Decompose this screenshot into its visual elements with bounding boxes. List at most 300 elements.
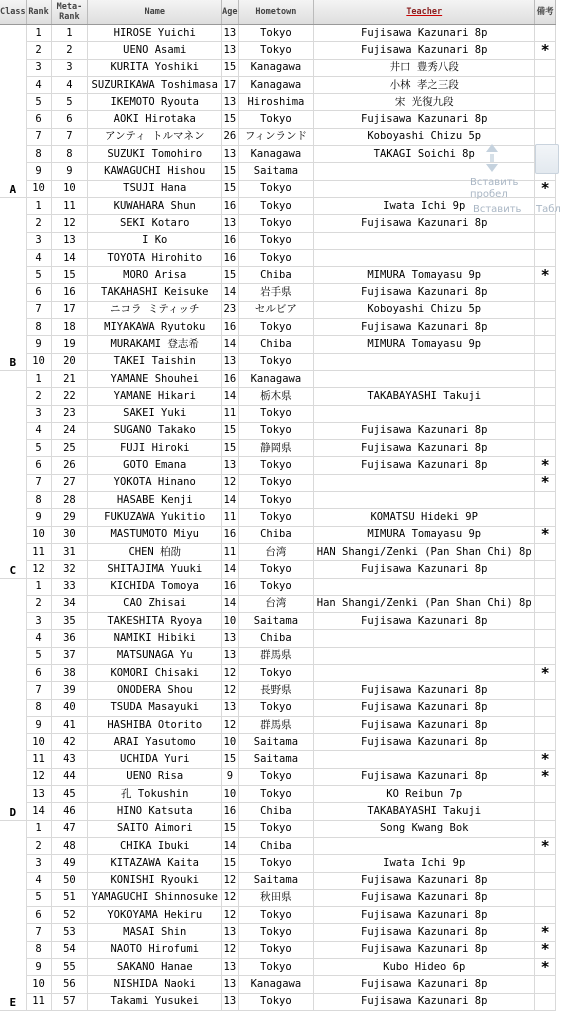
note-cell[interactable] [535, 993, 556, 1010]
rank-cell[interactable]: 2 [26, 42, 51, 59]
name-cell[interactable]: SEKI Kotaro [88, 215, 222, 232]
rank-cell[interactable]: 6 [26, 457, 51, 474]
name-cell[interactable]: HINO Katsuta [88, 803, 222, 820]
meta-rank-cell[interactable]: 30 [51, 526, 88, 543]
hometown-cell[interactable]: Tokyo [238, 924, 314, 941]
teacher-cell[interactable]: Song Kwang Bok [314, 820, 535, 837]
meta-rank-cell[interactable]: 10 [51, 180, 88, 197]
meta-rank-cell[interactable]: 47 [51, 820, 88, 837]
meta-rank-cell[interactable]: 41 [51, 716, 88, 733]
rank-cell[interactable]: 7 [26, 128, 51, 145]
age-cell[interactable]: 12 [222, 941, 238, 958]
hometown-cell[interactable]: 台湾 [238, 543, 314, 560]
teacher-cell[interactable] [314, 630, 535, 647]
rank-cell[interactable]: 8 [26, 941, 51, 958]
age-cell[interactable]: 13 [222, 353, 238, 370]
teacher-cell[interactable]: HAN Shangi/Zenki (Pan Shan Chi) 8p [314, 543, 535, 560]
meta-rank-cell[interactable]: 57 [51, 993, 88, 1010]
name-cell[interactable]: GOTO Emana [88, 457, 222, 474]
name-cell[interactable]: SAITO Aimori [88, 820, 222, 837]
hometown-cell[interactable]: Tokyo [238, 768, 314, 785]
meta-rank-cell[interactable]: 12 [51, 215, 88, 232]
rank-cell[interactable]: 8 [26, 492, 51, 509]
hometown-cell[interactable]: Tokyo [238, 578, 314, 595]
hometown-cell[interactable]: 秋田県 [238, 889, 314, 906]
hometown-cell[interactable]: Kanagawa [238, 146, 314, 163]
note-cell[interactable] [535, 889, 556, 906]
rank-cell[interactable]: 3 [26, 405, 51, 422]
name-cell[interactable]: UCHIDA Yuri [88, 751, 222, 768]
rank-cell[interactable]: 13 [26, 786, 51, 803]
hometown-cell[interactable]: Tokyo [238, 422, 314, 439]
rank-cell[interactable]: 10 [26, 180, 51, 197]
age-cell[interactable]: 13 [222, 25, 238, 42]
name-cell[interactable]: HIROSE Yuichi [88, 25, 222, 42]
hometown-cell[interactable]: 長野県 [238, 682, 314, 699]
hometown-cell[interactable]: Tokyo [238, 353, 314, 370]
note-cell[interactable] [535, 803, 556, 820]
hometown-cell[interactable]: Tokyo [238, 42, 314, 59]
meta-rank-cell[interactable]: 37 [51, 647, 88, 664]
hometown-cell[interactable]: Saitama [238, 734, 314, 751]
hometown-cell[interactable]: Tokyo [238, 457, 314, 474]
note-cell[interactable] [535, 146, 556, 163]
age-cell[interactable]: 11 [222, 543, 238, 560]
name-cell[interactable]: IKEMOTO Ryouta [88, 94, 222, 111]
name-cell[interactable]: MASTUMOTO Miyu [88, 526, 222, 543]
rank-cell[interactable]: 10 [26, 976, 51, 993]
meta-rank-cell[interactable]: 25 [51, 440, 88, 457]
age-cell[interactable]: 14 [222, 837, 238, 854]
age-cell[interactable]: 11 [222, 509, 238, 526]
rank-cell[interactable]: 4 [26, 249, 51, 266]
meta-rank-cell[interactable]: 38 [51, 664, 88, 681]
meta-rank-cell[interactable]: 40 [51, 699, 88, 716]
note-cell[interactable] [535, 855, 556, 872]
meta-rank-cell[interactable]: 44 [51, 768, 88, 785]
age-cell[interactable]: 13 [222, 146, 238, 163]
teacher-cell[interactable]: Fujisawa Kazunari 8p [314, 699, 535, 716]
col-class[interactable]: Class [0, 0, 26, 25]
name-cell[interactable]: SHITAJIMA Yuuki [88, 561, 222, 578]
hometown-cell[interactable]: Chiba [238, 803, 314, 820]
note-cell[interactable] [535, 907, 556, 924]
class-cell[interactable]: C [0, 370, 26, 578]
note-cell[interactable]: * [535, 457, 556, 474]
teacher-cell[interactable]: Han Shangi/Zenki (Pan Shan Chi) 8p [314, 595, 535, 612]
class-cell[interactable]: A [0, 25, 26, 198]
note-cell[interactable]: * [535, 180, 556, 197]
rank-cell[interactable]: 8 [26, 146, 51, 163]
class-cell[interactable]: B [0, 197, 26, 370]
name-cell[interactable]: TSUJI Hana [88, 180, 222, 197]
teacher-cell[interactable]: Fujisawa Kazunari 8p [314, 976, 535, 993]
rank-cell[interactable]: 6 [26, 664, 51, 681]
age-cell[interactable]: 15 [222, 855, 238, 872]
note-cell[interactable]: * [535, 924, 556, 941]
teacher-cell[interactable]: TAKABAYASHI Takuji [314, 388, 535, 405]
age-cell[interactable]: 16 [222, 197, 238, 214]
rank-cell[interactable]: 1 [26, 25, 51, 42]
meta-rank-cell[interactable]: 3 [51, 59, 88, 76]
hometown-cell[interactable]: フィンランド [238, 128, 314, 145]
hometown-cell[interactable]: Tokyo [238, 180, 314, 197]
teacher-cell[interactable]: Fujisawa Kazunari 8p [314, 889, 535, 906]
age-cell[interactable]: 14 [222, 284, 238, 301]
rank-cell[interactable]: 9 [26, 163, 51, 180]
hometown-cell[interactable]: Tokyo [238, 405, 314, 422]
age-cell[interactable]: 13 [222, 924, 238, 941]
meta-rank-cell[interactable]: 45 [51, 786, 88, 803]
teacher-cell[interactable]: KO Reibun 7p [314, 786, 535, 803]
age-cell[interactable]: 13 [222, 976, 238, 993]
hometown-cell[interactable]: Tokyo [238, 941, 314, 958]
hometown-cell[interactable]: Tokyo [238, 786, 314, 803]
name-cell[interactable]: TSUDA Masayuki [88, 699, 222, 716]
meta-rank-cell[interactable]: 13 [51, 232, 88, 249]
col-rank[interactable]: Rank [26, 0, 51, 25]
note-cell[interactable] [535, 301, 556, 318]
name-cell[interactable]: ARAI Yasutomo [88, 734, 222, 751]
age-cell[interactable]: 9 [222, 768, 238, 785]
note-cell[interactable] [535, 388, 556, 405]
age-cell[interactable]: 23 [222, 301, 238, 318]
teacher-cell[interactable] [314, 578, 535, 595]
teacher-cell[interactable]: Kubo Hideo 6p [314, 959, 535, 976]
note-cell[interactable] [535, 163, 556, 180]
note-cell[interactable] [535, 197, 556, 214]
rank-cell[interactable]: 14 [26, 803, 51, 820]
age-cell[interactable]: 15 [222, 59, 238, 76]
rank-cell[interactable]: 1 [26, 197, 51, 214]
teacher-cell[interactable]: Fujisawa Kazunari 8p [314, 768, 535, 785]
teacher-cell[interactable] [314, 664, 535, 681]
name-cell[interactable]: MURAKAMI 登志希 [88, 336, 222, 353]
name-cell[interactable]: KURITA Yoshiki [88, 59, 222, 76]
rank-cell[interactable]: 1 [26, 820, 51, 837]
name-cell[interactable]: UENO Asami [88, 42, 222, 59]
name-cell[interactable]: 孔 Tokushin [88, 786, 222, 803]
teacher-cell[interactable] [314, 647, 535, 664]
teacher-cell[interactable]: Fujisawa Kazunari 8p [314, 682, 535, 699]
rank-cell[interactable]: 2 [26, 215, 51, 232]
meta-rank-cell[interactable]: 48 [51, 837, 88, 854]
col-meta-rank[interactable]: Meta- Rank [51, 0, 88, 25]
name-cell[interactable]: SAKEI Yuki [88, 405, 222, 422]
name-cell[interactable]: アンティ トルマネン [88, 128, 222, 145]
hometown-cell[interactable]: Saitama [238, 751, 314, 768]
hometown-cell[interactable]: 岩手県 [238, 284, 314, 301]
age-cell[interactable]: 16 [222, 526, 238, 543]
hometown-cell[interactable]: Kanagawa [238, 59, 314, 76]
hometown-cell[interactable]: Saitama [238, 872, 314, 889]
hometown-cell[interactable]: Tokyo [238, 25, 314, 42]
age-cell[interactable]: 10 [222, 734, 238, 751]
hometown-cell[interactable]: Tokyo [238, 232, 314, 249]
meta-rank-cell[interactable]: 56 [51, 976, 88, 993]
note-cell[interactable] [535, 422, 556, 439]
name-cell[interactable]: KUWAHARA Shun [88, 197, 222, 214]
age-cell[interactable]: 11 [222, 405, 238, 422]
note-cell[interactable] [535, 215, 556, 232]
meta-rank-cell[interactable]: 32 [51, 561, 88, 578]
hometown-cell[interactable]: Tokyo [238, 855, 314, 872]
teacher-cell[interactable]: Fujisawa Kazunari 8p [314, 42, 535, 59]
age-cell[interactable]: 15 [222, 267, 238, 284]
hometown-cell[interactable]: Tokyo [238, 215, 314, 232]
name-cell[interactable]: CHIKA Ibuki [88, 837, 222, 854]
rank-cell[interactable]: 2 [26, 837, 51, 854]
meta-rank-cell[interactable]: 1 [51, 25, 88, 42]
teacher-cell[interactable]: Fujisawa Kazunari 8p [314, 284, 535, 301]
hometown-cell[interactable]: Chiba [238, 267, 314, 284]
name-cell[interactable]: MORO Arisa [88, 267, 222, 284]
rank-cell[interactable]: 6 [26, 111, 51, 128]
hometown-cell[interactable]: 静岡県 [238, 440, 314, 457]
teacher-cell[interactable]: 小林 孝之三段 [314, 76, 535, 93]
teacher-cell[interactable]: Iwata Ichi 9p [314, 197, 535, 214]
teacher-cell[interactable] [314, 492, 535, 509]
meta-rank-cell[interactable]: 15 [51, 267, 88, 284]
name-cell[interactable]: YAMANE Hikari [88, 388, 222, 405]
name-cell[interactable]: TOYOTA Hirohito [88, 249, 222, 266]
meta-rank-cell[interactable]: 7 [51, 128, 88, 145]
name-cell[interactable]: SUZURIKAWA Toshimasa [88, 76, 222, 93]
age-cell[interactable]: 13 [222, 993, 238, 1010]
teacher-cell[interactable]: Fujisawa Kazunari 8p [314, 716, 535, 733]
name-cell[interactable]: MIYAKAWA Ryutoku [88, 319, 222, 336]
rank-cell[interactable]: 1 [26, 578, 51, 595]
teacher-cell[interactable]: Fujisawa Kazunari 8p [314, 941, 535, 958]
meta-rank-cell[interactable]: 49 [51, 855, 88, 872]
hometown-cell[interactable]: Tokyo [238, 249, 314, 266]
hometown-cell[interactable]: Chiba [238, 630, 314, 647]
teacher-cell[interactable] [314, 163, 535, 180]
note-cell[interactable] [535, 319, 556, 336]
hometown-cell[interactable]: Tokyo [238, 959, 314, 976]
meta-rank-cell[interactable]: 36 [51, 630, 88, 647]
name-cell[interactable]: CAO Zhisai [88, 595, 222, 612]
name-cell[interactable]: YAMANE Shouhei [88, 370, 222, 387]
rank-cell[interactable]: 8 [26, 319, 51, 336]
name-cell[interactable]: TAKEI Taishin [88, 353, 222, 370]
hometown-cell[interactable]: Tokyo [238, 474, 314, 491]
age-cell[interactable]: 13 [222, 630, 238, 647]
meta-rank-cell[interactable]: 5 [51, 94, 88, 111]
age-cell[interactable]: 15 [222, 163, 238, 180]
name-cell[interactable]: NISHIDA Naoki [88, 976, 222, 993]
teacher-cell[interactable]: Fujisawa Kazunari 8p [314, 907, 535, 924]
age-cell[interactable]: 17 [222, 76, 238, 93]
age-cell[interactable]: 12 [222, 907, 238, 924]
note-cell[interactable]: * [535, 42, 556, 59]
name-cell[interactable]: YAMAGUCHI Shinnosuke [88, 889, 222, 906]
name-cell[interactable]: NAOTO Hirofumi [88, 941, 222, 958]
age-cell[interactable]: 16 [222, 803, 238, 820]
note-cell[interactable] [535, 613, 556, 630]
note-cell[interactable] [535, 370, 556, 387]
age-cell[interactable]: 14 [222, 336, 238, 353]
name-cell[interactable]: KOMORI Chisaki [88, 664, 222, 681]
col-age[interactable]: Age [222, 0, 238, 25]
teacher-cell[interactable] [314, 405, 535, 422]
teacher-cell[interactable]: Fujisawa Kazunari 8p [314, 924, 535, 941]
note-cell[interactable]: * [535, 474, 556, 491]
note-cell[interactable] [535, 284, 556, 301]
age-cell[interactable]: 12 [222, 872, 238, 889]
rank-cell[interactable]: 3 [26, 232, 51, 249]
age-cell[interactable]: 16 [222, 578, 238, 595]
age-cell[interactable]: 13 [222, 647, 238, 664]
meta-rank-cell[interactable]: 33 [51, 578, 88, 595]
rank-cell[interactable]: 5 [26, 94, 51, 111]
age-cell[interactable]: 12 [222, 716, 238, 733]
note-cell[interactable] [535, 232, 556, 249]
age-cell[interactable]: 15 [222, 820, 238, 837]
age-cell[interactable]: 16 [222, 319, 238, 336]
meta-rank-cell[interactable]: 39 [51, 682, 88, 699]
rank-cell[interactable]: 5 [26, 889, 51, 906]
hometown-cell[interactable]: Kanagawa [238, 976, 314, 993]
name-cell[interactable]: YOKOTA Hinano [88, 474, 222, 491]
note-cell[interactable] [535, 111, 556, 128]
age-cell[interactable]: 16 [222, 232, 238, 249]
teacher-cell[interactable]: Fujisawa Kazunari 8p [314, 457, 535, 474]
name-cell[interactable]: MASAI Shin [88, 924, 222, 941]
col-hometown[interactable]: Hometown [238, 0, 314, 25]
teacher-cell[interactable]: Fujisawa Kazunari 8p [314, 613, 535, 630]
age-cell[interactable]: 12 [222, 889, 238, 906]
hometown-cell[interactable]: Tokyo [238, 699, 314, 716]
name-cell[interactable]: FUKUZAWA Yukitio [88, 509, 222, 526]
name-cell[interactable]: FUJI Hiroki [88, 440, 222, 457]
meta-rank-cell[interactable]: 18 [51, 319, 88, 336]
hometown-cell[interactable]: Kanagawa [238, 76, 314, 93]
meta-rank-cell[interactable]: 54 [51, 941, 88, 958]
note-cell[interactable] [535, 716, 556, 733]
age-cell[interactable]: 14 [222, 595, 238, 612]
age-cell[interactable]: 12 [222, 682, 238, 699]
teacher-cell[interactable] [314, 249, 535, 266]
rank-cell[interactable]: 4 [26, 872, 51, 889]
rank-cell[interactable]: 4 [26, 422, 51, 439]
note-cell[interactable] [535, 249, 556, 266]
rank-cell[interactable]: 7 [26, 924, 51, 941]
rank-cell[interactable]: 11 [26, 543, 51, 560]
teacher-cell[interactable]: Fujisawa Kazunari 8p [314, 111, 535, 128]
name-cell[interactable]: AOKI Hirotaka [88, 111, 222, 128]
teacher-cell[interactable] [314, 837, 535, 854]
col-name[interactable]: Name [88, 0, 222, 25]
note-cell[interactable] [535, 682, 556, 699]
name-cell[interactable]: SUGANO Takako [88, 422, 222, 439]
meta-rank-cell[interactable]: 24 [51, 422, 88, 439]
meta-rank-cell[interactable]: 22 [51, 388, 88, 405]
age-cell[interactable]: 13 [222, 94, 238, 111]
name-cell[interactable]: KITAZAWA Kaita [88, 855, 222, 872]
meta-rank-cell[interactable]: 27 [51, 474, 88, 491]
name-cell[interactable]: SUZUKI Tomohiro [88, 146, 222, 163]
note-cell[interactable] [535, 820, 556, 837]
rank-cell[interactable]: 9 [26, 959, 51, 976]
rank-cell[interactable]: 7 [26, 474, 51, 491]
rank-cell[interactable]: 7 [26, 682, 51, 699]
age-cell[interactable]: 16 [222, 249, 238, 266]
meta-rank-cell[interactable]: 20 [51, 353, 88, 370]
meta-rank-cell[interactable]: 2 [51, 42, 88, 59]
class-cell[interactable]: E [0, 820, 26, 1010]
name-cell[interactable]: SAKANO Hanae [88, 959, 222, 976]
hometown-cell[interactable]: Tokyo [238, 319, 314, 336]
rank-cell[interactable]: 9 [26, 716, 51, 733]
insert-button-label[interactable]: Вставить [473, 204, 522, 215]
note-cell[interactable]: * [535, 526, 556, 543]
teacher-cell[interactable] [314, 180, 535, 197]
hometown-cell[interactable]: 群馬県 [238, 716, 314, 733]
name-cell[interactable]: Takami Yusukei [88, 993, 222, 1010]
rank-cell[interactable]: 3 [26, 855, 51, 872]
meta-rank-cell[interactable]: 29 [51, 509, 88, 526]
table-button-label[interactable]: Табл [536, 204, 561, 215]
note-cell[interactable]: * [535, 959, 556, 976]
rank-cell[interactable]: 2 [26, 388, 51, 405]
teacher-cell[interactable]: KOMATSU Hideki 9P [314, 509, 535, 526]
note-cell[interactable] [535, 734, 556, 751]
age-cell[interactable]: 14 [222, 388, 238, 405]
note-cell[interactable] [535, 543, 556, 560]
note-cell[interactable] [535, 578, 556, 595]
meta-rank-cell[interactable]: 50 [51, 872, 88, 889]
hometown-cell[interactable]: 群馬県 [238, 647, 314, 664]
teacher-cell[interactable]: MIMURA Tomayasu 9p [314, 336, 535, 353]
note-cell[interactable] [535, 509, 556, 526]
meta-rank-cell[interactable]: 19 [51, 336, 88, 353]
teacher-cell[interactable] [314, 232, 535, 249]
rank-cell[interactable]: 10 [26, 353, 51, 370]
teacher-cell[interactable]: Fujisawa Kazunari 8p [314, 734, 535, 751]
age-cell[interactable]: 14 [222, 561, 238, 578]
meta-rank-cell[interactable]: 43 [51, 751, 88, 768]
hometown-cell[interactable]: Tokyo [238, 820, 314, 837]
meta-rank-cell[interactable]: 35 [51, 613, 88, 630]
rank-cell[interactable]: 4 [26, 630, 51, 647]
teacher-cell[interactable]: 宋 光復九段 [314, 94, 535, 111]
rank-cell[interactable]: 10 [26, 526, 51, 543]
age-cell[interactable]: 14 [222, 492, 238, 509]
rank-cell[interactable]: 5 [26, 440, 51, 457]
rank-cell[interactable]: 3 [26, 59, 51, 76]
teacher-cell[interactable] [314, 474, 535, 491]
teacher-cell[interactable] [314, 353, 535, 370]
name-cell[interactable]: HASABE Kenji [88, 492, 222, 509]
age-cell[interactable]: 16 [222, 370, 238, 387]
age-cell[interactable]: 15 [222, 751, 238, 768]
name-cell[interactable]: KICHIDA Tomoya [88, 578, 222, 595]
hometown-cell[interactable]: Tokyo [238, 492, 314, 509]
note-cell[interactable] [535, 595, 556, 612]
teacher-cell[interactable] [314, 370, 535, 387]
rank-cell[interactable]: 10 [26, 734, 51, 751]
rank-cell[interactable]: 9 [26, 336, 51, 353]
meta-rank-cell[interactable]: 31 [51, 543, 88, 560]
teacher-cell[interactable] [314, 751, 535, 768]
age-cell[interactable]: 13 [222, 457, 238, 474]
note-cell[interactable]: * [535, 664, 556, 681]
hometown-cell[interactable]: 栃木県 [238, 388, 314, 405]
age-cell[interactable]: 26 [222, 128, 238, 145]
note-cell[interactable] [535, 647, 556, 664]
meta-rank-cell[interactable]: 11 [51, 197, 88, 214]
